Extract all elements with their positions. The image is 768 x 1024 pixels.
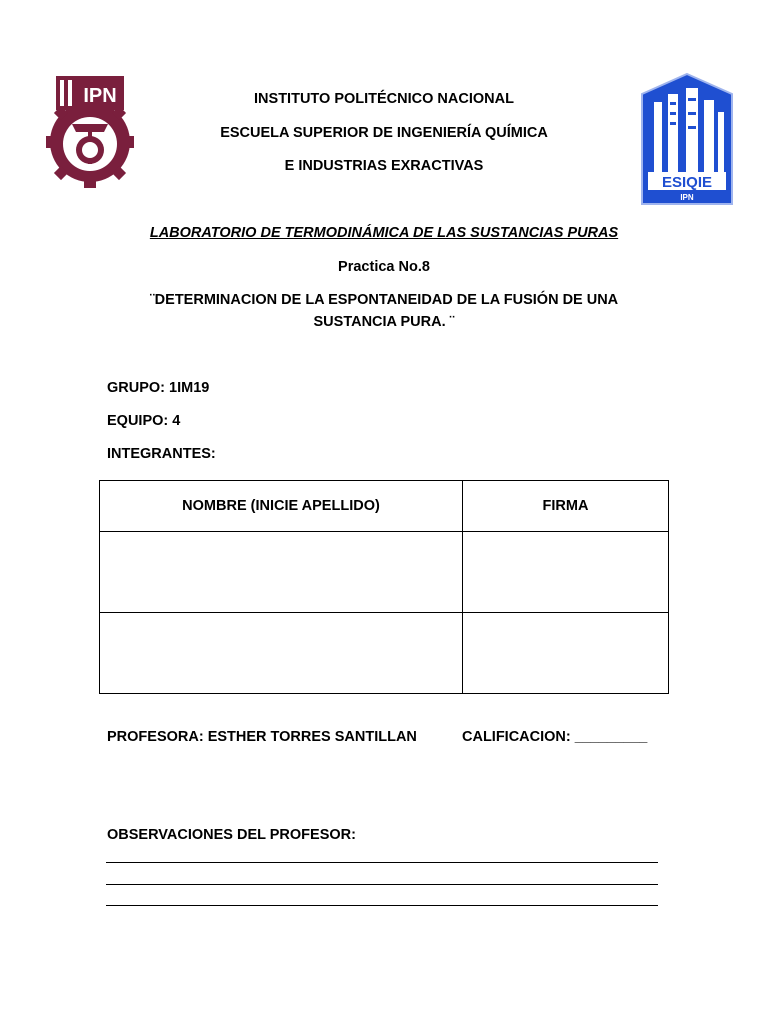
institution-name: INSTITUTO POLITÉCNICO NACIONAL [254,91,514,107]
practice-subject-line1: ¨DETERMINACION DE LA ESPONTANEIDAD DE LA FUSIÓN DE UNA [149,292,619,308]
esiqie-logo-text: ESIQIE [661,174,713,191]
members-label: INTEGRANTES: [107,446,216,462]
professor-label: PROFESORA: ESTHER TORRES SANTILLAN [107,729,417,745]
esiqie-logo-subtext: IPN [680,193,694,202]
practice-subject-line2: SUSTANCIA PURA. ¨ [313,314,455,330]
lab-title: LABORATORIO DE TERMODINÁMICA DE LAS SUSTANCIAS PURAS [149,225,619,241]
table-row [100,613,669,694]
column-header-name: NOMBRE (INICIE APELLIDO) [100,481,463,532]
signature-cell[interactable] [463,532,669,613]
name-cell[interactable] [100,613,463,694]
column-header-signature: FIRMA [463,481,669,532]
table-row [100,532,669,613]
team-label: EQUIPO: 4 [107,413,181,429]
school-name: ESCUELA SUPERIOR DE INGENIERÍA QUÍMICA [220,125,548,141]
name-cell[interactable] [100,532,463,613]
observation-line [106,884,658,885]
members-table [99,480,669,694]
table-header-row [100,481,669,532]
practice-number: Practica No.8 [338,259,430,275]
grade-field: CALIFICACION: _________ [462,729,648,745]
signature-cell[interactable] [463,613,669,694]
ipn-logo-text: IPN [83,85,117,107]
observation-line [106,862,658,863]
observations-label: OBSERVACIONES DEL PROFESOR: [107,827,356,843]
school-name-continued: E INDUSTRIAS EXRACTIVAS [284,158,484,174]
observation-line [106,905,658,906]
group-label: GRUPO: 1IM19 [107,380,210,396]
